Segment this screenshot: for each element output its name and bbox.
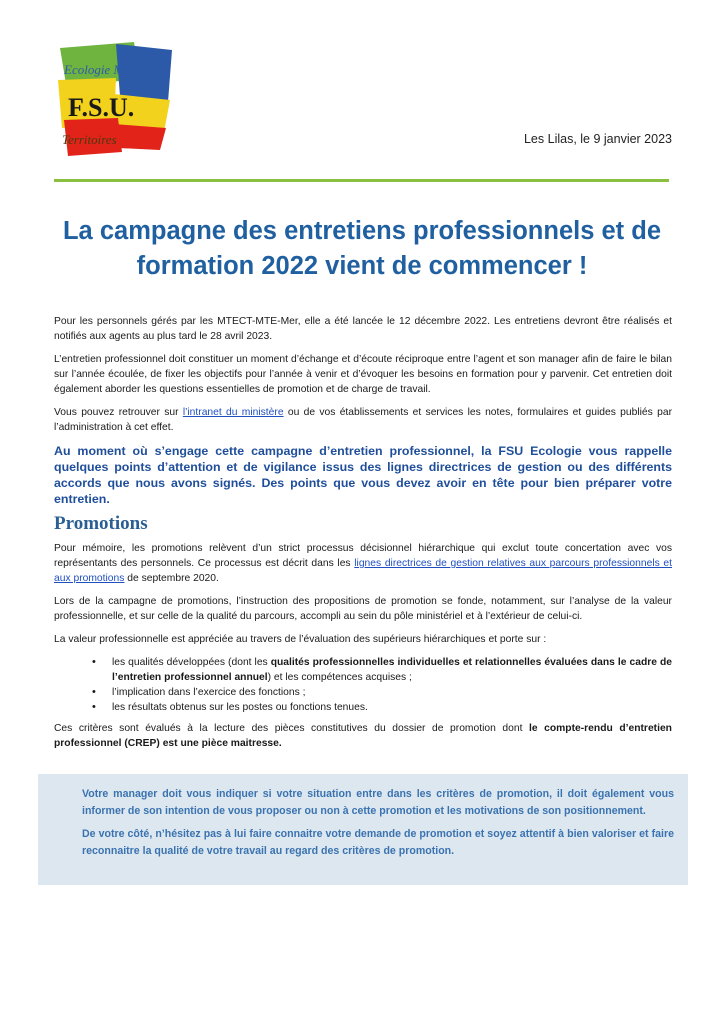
promotions-p1-after: de septembre 2020. bbox=[124, 573, 219, 584]
promotions-p4-bold: le compte-rendu d’entretien professionnel (CREP) est une pièce maitresse. bbox=[54, 723, 672, 749]
promotions-p4-before: Ces critères sont évalués à la lecture des pièces constitutives du dossier de promotion dont bbox=[54, 723, 529, 734]
promotions-paragraph-3: La valeur professionnelle est appréciée au travers de l’évaluation des supérieurs hiérarchiques et porte sur : bbox=[54, 634, 547, 645]
criteria-item-1 bbox=[98, 655, 672, 685]
promotions-paragraph-2: Lors de la campagne de promotions, l’instruction des propositions de promotion se fonde, notamment, sur l’analyse de la valeur professionnelle, et sur celle de la qualité du parcours, accompli au sein du pôle ministériel et à l’extérieur de celui-ci. bbox=[54, 596, 672, 622]
intro-p3-after: ou de vos établissements et services les notes, formulaires et guides publiés par l’administration à cet effet. bbox=[54, 407, 672, 433]
document-date: Les Lilas, le 9 janvier 2023 bbox=[523, 132, 672, 146]
title-line-2: formation 2022 vient de commencer ! bbox=[136, 252, 588, 280]
criteria-1-before: les qualités développées (dont les bbox=[112, 657, 271, 668]
promotions-paragraph-1 bbox=[54, 541, 672, 586]
intro-paragraph-2: L’entretien professionnel doit constituer un moment d’échange et d’écoute réciproque entre l’agent et son manager afin de faire le bilan sur l’année écoulée, de fixer les objectifs pour l’année à venir et d’évoquer les besoins en formation pour y parvenir. Cet entretien doit également aborder les questions essentielles de promotion et de charge de travail. bbox=[54, 354, 672, 395]
criteria-1-after: ) et les compétences acquises ; bbox=[267, 672, 412, 683]
fsu-highlight-statement: Au moment où s’engage cette campagne d’entretien professionnel, la FSU Ecologie vous rappelle quelques points d’attention et de vigilance issus des lignes directrices de gestion ou des différents accords que nous avons signés. Des points que vous devez avoir en tête pour bien préparer votre entretien. bbox=[54, 444, 672, 506]
logo-text-bottom: Territoires bbox=[62, 132, 117, 147]
intranet-link[interactable]: l’intranet du ministère bbox=[182, 407, 284, 418]
callout-paragraph-2: De votre côté, n’hésitez pas à lui faire connaitre votre demande de promotion et soyez attentif à bien valoriser et faire reconnaitre la qualité de votre travail au regard des critères de promotion. bbox=[82, 828, 674, 857]
document-body bbox=[54, 314, 672, 759]
title-line-1: La campagne des entretiens professionnels et de bbox=[62, 217, 662, 245]
criteria-list bbox=[54, 655, 672, 715]
callout-paragraph-1: Votre manager doit vous indiquer si votre situation entre dans les critères de promotion, il doit également vous informer de son intention de vous proposer ou non à cette promotion et les motivations de son positionnement. bbox=[82, 788, 674, 817]
fsu-logo-graphic bbox=[56, 40, 174, 158]
criteria-item-2: • l’implication dans l’exercice des fonctions ; bbox=[98, 685, 672, 700]
callout-box bbox=[38, 774, 688, 885]
promotions-paragraph-4 bbox=[54, 721, 672, 751]
guidelines-link[interactable]: lignes directrices de gestion relatives aux parcours professionnels et aux promotions bbox=[54, 558, 673, 584]
fsu-logo bbox=[56, 40, 174, 158]
intro-paragraph-3 bbox=[54, 405, 672, 435]
intro-paragraph-1: Pour les personnels gérés par les MTECT-MTE-Mer, elle a été lancée le 12 décembre 2022. Les entretiens devront être réalisés et notifiés aux agents au plus tard le 28 avril 2023. bbox=[54, 316, 672, 342]
logo-text-top: Ecologie Mer bbox=[64, 62, 136, 77]
document-title bbox=[40, 214, 684, 284]
criteria-item-3: • les résultats obtenus sur les postes ou fonctions tenues. bbox=[98, 700, 672, 715]
header-divider bbox=[54, 179, 669, 182]
promotions-p1-before: Pour mémoire, les promotions relèvent d’un strict processus décisionnel hiérarchique qui exclut toute concertation avec vos représentants des personnels. Ce processus est décrit dans les bbox=[54, 543, 672, 569]
logo-text-main: F.S.U. bbox=[68, 93, 135, 122]
criteria-1-bold: qualités professionnelles individuelles et relationnelles évaluées dans le cadre de l’entretien professionnel annuel bbox=[112, 657, 672, 683]
section-heading-promotions: Promotions bbox=[54, 513, 148, 534]
intro-p3-before: Vous pouvez retrouver sur bbox=[54, 407, 183, 418]
